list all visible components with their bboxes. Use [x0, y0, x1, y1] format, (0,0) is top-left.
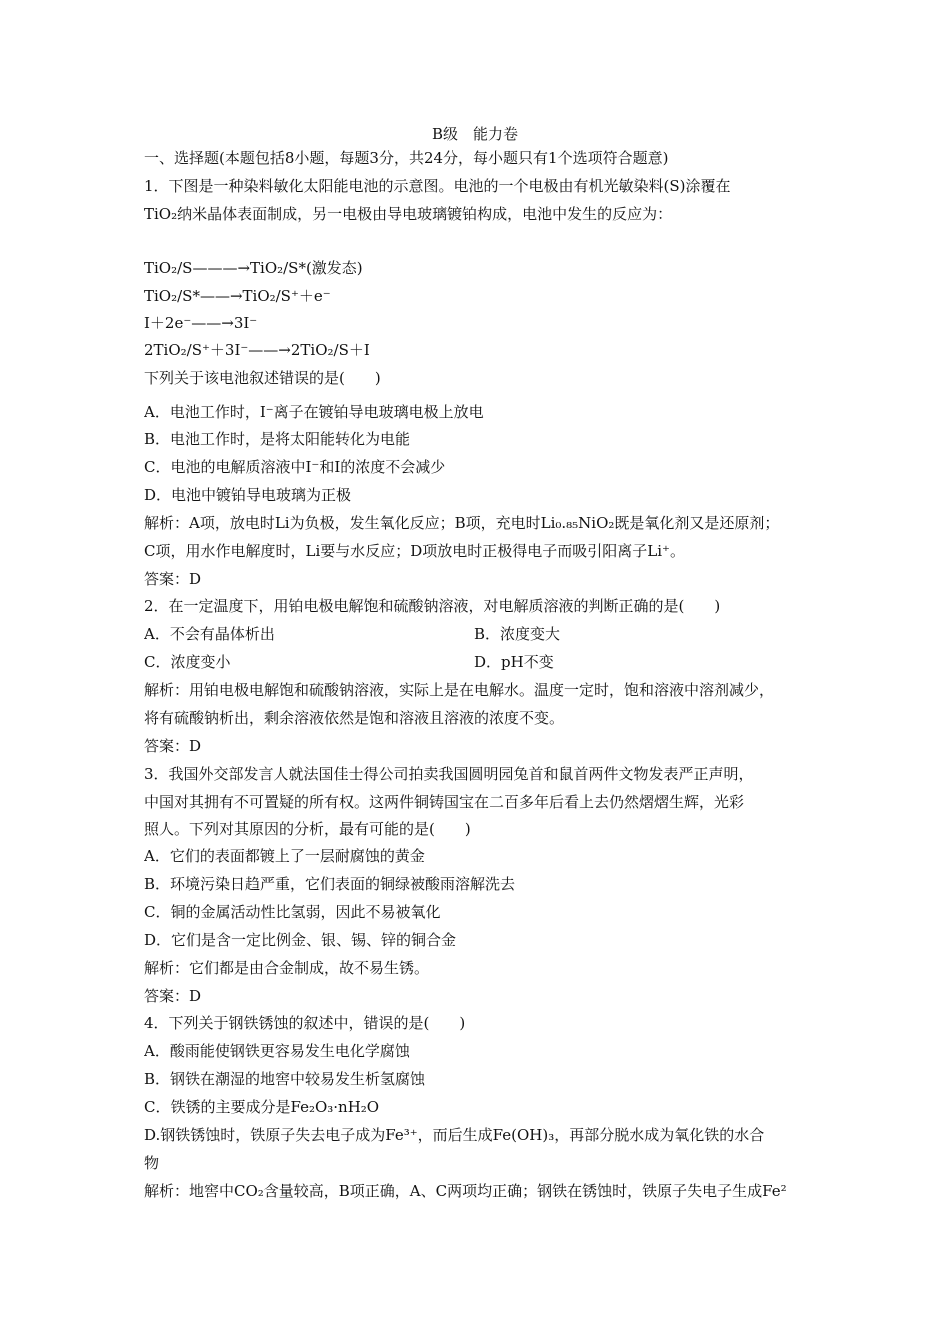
q1-option-b: B．电池工作时，是将太阳能转化为电能 — [144, 430, 411, 448]
q4-option-b: B．钢铁在潮湿的地窖中较易发生析氢腐蚀 — [144, 1070, 426, 1088]
q3-stem-line-3: 照人。下列对其原因的分析，最有可能的是( ) — [144, 820, 471, 838]
section-heading: 一、选择题(本题包括8小题，每题3分，共24分，每小题只有1个选项符合题意) — [144, 149, 669, 167]
q1-option-c: C．电池的电解质溶液中I⁻和I的浓度不会减少 — [144, 458, 446, 476]
q2-option-c: C．浓度变小 — [144, 653, 231, 671]
q3-option-a: A．它们的表面都镀上了一层耐腐蚀的黄金 — [144, 847, 425, 865]
q1-option-a: A．电池工作时，I⁻离子在镀铂导电玻璃电极上放电 — [144, 403, 484, 421]
q3-explanation: 解析：它们都是由合金制成，故不易生锈。 — [144, 959, 430, 977]
q3-stem-line-1: 3．我国外交部发言人就法国佳士得公司拍卖我国圆明园兔首和鼠首两件文物发表严正声明， — [144, 765, 754, 783]
q2-answer: 答案：D — [144, 737, 202, 755]
q3-answer: 答案：D — [144, 987, 202, 1005]
q4-option-d-line-1: D.钢铁锈蚀时，铁原子失去电子成为Fe³⁺，而后生成Fe(OH)₃，再部分脱水成为氧化铁的水合 — [144, 1126, 765, 1144]
q1-equation-2: TiO₂/S*——→TiO₂/S⁺＋e⁻ — [144, 287, 331, 305]
q2-explanation-line-1: 解析：用铂电极电解饱和硫酸钠溶液，实际上是在电解水。温度一定时，饱和溶液中溶剂减少， — [144, 681, 775, 699]
q2-stem: 2．在一定温度下，用铂电极电解饱和硫酸钠溶液，对电解质溶液的判断正确的是( ) — [144, 597, 721, 615]
q4-option-c: C．铁锈的主要成分是Fe₂O₃·nH₂O — [144, 1098, 380, 1116]
q1-answer: 答案：D — [144, 570, 202, 588]
q1-explanation-line-2: C项，用水作电解度时，Li要与水反应；D项放电时正极得电子而吸引阳离子Li⁺。 — [144, 542, 685, 560]
q3-option-c: C．铜的金属活动性比氢弱，因此不易被氧化 — [144, 903, 441, 921]
q1-explanation-line-1: 解析：A项，放电时Li为负极，发生氧化反应；B项，充电时Li₀.₈₅NiO₂既是氧化剂又是还原剂； — [144, 514, 780, 532]
q1-equation-1: TiO₂/S———→TiO₂/S*(激发态) — [144, 259, 363, 277]
q3-option-b: B．环境污染日趋严重，它们表面的铜绿被酸雨溶解洗去 — [144, 875, 516, 893]
q1-option-d: D．电池中镀铂导电玻璃为正极 — [144, 486, 352, 504]
q1-emphasis-char: 错 — [279, 369, 295, 387]
q1-equation-3: I＋2e⁻——→3I⁻ — [144, 314, 258, 332]
page-title: B级 能力卷 — [431, 125, 519, 143]
q4-stem: 4．下列关于钢铁锈蚀的叙述中，错误的是( ) — [144, 1014, 466, 1032]
q4-option-d-line-2: 物 — [144, 1154, 160, 1172]
q2-option-d: D．pH不变 — [474, 653, 554, 671]
q2-option-a: A．不会有晶体析出 — [144, 625, 275, 643]
q1-stem-line-2: TiO₂纳米晶体表面制成，另一电极由导电玻璃镀铂构成，电池中发生的反应为： — [144, 205, 673, 223]
q4-explanation: 解析：地窖中CO₂含量较高，B项正确，A、C两项均正确；钢铁在锈蚀时，铁原子失电子生成Fe² — [144, 1182, 787, 1200]
q1-question-part-a: 下列关于该电池叙述 — [144, 369, 280, 387]
q2-explanation-line-2: 将有硫酸钠析出，剩余溶液依然是饱和溶液且溶液的浓度不变。 — [144, 709, 565, 727]
q1-question-part-c: 误的是( ) — [294, 369, 381, 387]
q3-option-d: D．它们是含一定比例金、银、锡、锌的铜合金 — [144, 931, 457, 949]
q3-stem-line-2: 中国对其拥有不可置疑的所有权。这两件铜铸国宝在二百多年后看上去仍然熠熠生辉，光彩 — [144, 793, 745, 811]
q1-stem-line-1: 1．下图是一种染料敏化太阳能电池的示意图。电池的一个电极由有机光敏染料(S)涂覆在 — [144, 177, 731, 195]
q1-question — [144, 368, 834, 388]
q1-equation-4: 2TiO₂/S⁺＋3I⁻——→2TiO₂/S＋I — [144, 341, 370, 359]
q2-option-b: B．浓度变大 — [474, 625, 561, 643]
q4-option-a: A．酸雨能使钢铁更容易发生电化学腐蚀 — [144, 1042, 410, 1060]
